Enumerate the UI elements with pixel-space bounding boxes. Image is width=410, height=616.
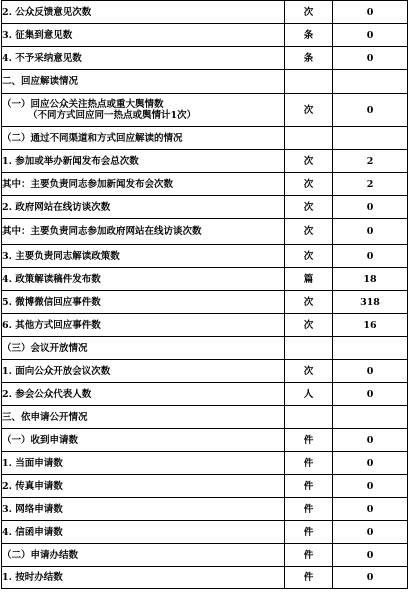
table-row — [2, 245, 408, 268]
row-label: 4. 不予采纳意见数 — [2, 47, 285, 70]
row-value — [333, 127, 408, 150]
table-row — [2, 429, 408, 452]
table-row — [2, 452, 408, 475]
row-label-multiline — [2, 94, 285, 127]
table-row — [2, 521, 408, 544]
row-unit: 件 — [285, 429, 333, 452]
subsection-heading: （一）收到申请数 — [2, 429, 285, 452]
table-row — [2, 544, 408, 567]
row-unit: 次 — [285, 314, 333, 337]
row-unit: 件 — [285, 452, 333, 475]
row-label: 1. 面向公众开放会议次数 — [2, 360, 285, 383]
row-value: 0 — [333, 219, 408, 245]
table-row — [2, 70, 408, 94]
row-unit: 件 — [285, 498, 333, 521]
table-row — [2, 1, 408, 24]
row-value: 2 — [333, 173, 408, 196]
row-value: 2 — [333, 150, 408, 173]
row-label: 其中：主要负责同志参加政府网站在线访谈次数 — [2, 219, 285, 245]
table-row — [2, 47, 408, 70]
row-unit: 次 — [285, 150, 333, 173]
row-label: 2. 参会公众代表人数 — [2, 383, 285, 406]
row-unit: 次 — [285, 360, 333, 383]
row-value — [333, 406, 408, 429]
row-unit: 人 — [285, 383, 333, 406]
row-unit — [285, 337, 333, 360]
table-row — [2, 337, 408, 360]
section-heading: 二、回应解读情况 — [2, 70, 285, 94]
row-label: 1. 按时办结数 — [2, 567, 285, 589]
row-unit — [285, 406, 333, 429]
row-unit: 次 — [285, 94, 333, 127]
subsection-heading: （二）通过不同渠道和方式回应解读的情况 — [2, 127, 285, 150]
row-label: 1. 当面申请数 — [2, 452, 285, 475]
row-unit: 次 — [285, 219, 333, 245]
row-label: 5. 微博微信回应事件数 — [2, 291, 285, 314]
row-value: 16 — [333, 314, 408, 337]
row-label: 其中：主要负责同志参加新闻发布会次数 — [2, 173, 285, 196]
row-value — [333, 337, 408, 360]
row-value: 0 — [333, 383, 408, 406]
row-label-note: （不同方式回应同一热点或舆情计1次） — [28, 110, 197, 121]
row-unit: 件 — [285, 475, 333, 498]
subsection-heading: （二）申请办结数 — [2, 544, 285, 567]
row-value: 0 — [333, 567, 408, 589]
row-label: 4. 信函申请数 — [2, 521, 285, 544]
row-label: （一）回应公众关注热点或重大舆情数 — [2, 99, 164, 110]
row-value: 0 — [333, 196, 408, 219]
table-row — [2, 475, 408, 498]
row-unit: 次 — [285, 291, 333, 314]
row-value: 0 — [333, 452, 408, 475]
row-unit: 次 — [285, 173, 333, 196]
row-value — [333, 70, 408, 94]
table-row — [2, 268, 408, 291]
row-value: 0 — [333, 24, 408, 47]
row-label: 3. 征集到意见数 — [2, 24, 285, 47]
subsection-heading: （三）会议开放情况 — [2, 337, 285, 360]
row-label: 1. 参加或举办新闻发布会总次数 — [2, 150, 285, 173]
row-value: 0 — [333, 47, 408, 70]
row-value: 18 — [333, 268, 408, 291]
row-value: 0 — [333, 1, 408, 24]
row-value: 0 — [333, 544, 408, 567]
row-label: 2. 公众反馈意见次数 — [2, 1, 285, 24]
row-value: 0 — [333, 429, 408, 452]
row-unit: 次 — [285, 196, 333, 219]
row-unit: 件 — [285, 544, 333, 567]
row-unit: 条 — [285, 24, 333, 47]
row-unit: 件 — [285, 521, 333, 544]
row-label: 2. 传真申请数 — [2, 475, 285, 498]
row-value: 0 — [333, 521, 408, 544]
table-row — [2, 150, 408, 173]
section-heading: 三、依申请公开情况 — [2, 406, 285, 429]
statistics-table — [1, 0, 408, 589]
row-unit: 件 — [285, 567, 333, 589]
row-value: 0 — [333, 475, 408, 498]
row-label: 4. 政策解读稿件发布数 — [2, 268, 285, 291]
row-value: 0 — [333, 245, 408, 268]
table-row — [2, 196, 408, 219]
table-row — [2, 24, 408, 47]
table-row — [2, 314, 408, 337]
table-row — [2, 360, 408, 383]
table-row — [2, 127, 408, 150]
row-value: 0 — [333, 94, 408, 127]
row-unit: 次 — [285, 1, 333, 24]
table-row — [2, 383, 408, 406]
row-unit: 次 — [285, 245, 333, 268]
table-row — [2, 406, 408, 429]
table-row — [2, 498, 408, 521]
row-unit — [285, 70, 333, 94]
row-value: 0 — [333, 360, 408, 383]
row-label: 6. 其他方式回应事件数 — [2, 314, 285, 337]
row-unit — [285, 127, 333, 150]
row-unit: 篇 — [285, 268, 333, 291]
table-row — [2, 173, 408, 196]
table-row — [2, 567, 408, 589]
table-row — [2, 291, 408, 314]
row-label: 3. 网络申请数 — [2, 498, 285, 521]
row-label: 2. 政府网站在线访谈次数 — [2, 196, 285, 219]
row-value: 0 — [333, 498, 408, 521]
row-unit: 条 — [285, 47, 333, 70]
table-row — [2, 94, 408, 127]
row-label: 3. 主要负责同志解读政策数 — [2, 245, 285, 268]
row-value: 318 — [333, 291, 408, 314]
table-row — [2, 219, 408, 245]
